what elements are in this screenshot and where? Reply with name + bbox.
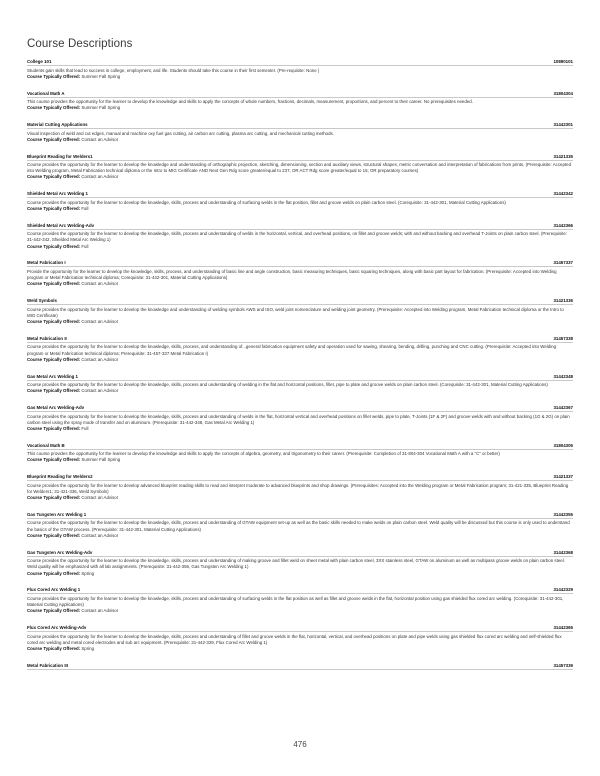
course-header	[27, 443, 573, 450]
course-description: Course provides the opportunity for the learner to develop advanced blueprint reading skills to read and interpret moderate to advanced blueprints and shop drawings. (Prerequisites: Accepted into the Welding program or Metal Fabrication program; 31-421-335, Blueprint Reading for Welders1; 31-421-336, Weld Symbols)	[27, 482, 569, 494]
course-header	[27, 298, 573, 305]
offered-label: Course Typically Offered:	[27, 608, 81, 614]
course-number: 31442367	[553, 405, 573, 411]
course-offered	[27, 74, 573, 80]
course-name: Gas Tungsten Arc Welding-Adv	[27, 549, 93, 555]
course-entry	[27, 474, 573, 501]
offered-label: Course Typically Offered:	[27, 105, 81, 111]
course-number: 31457337	[553, 260, 573, 266]
course-description: Course provides the opportunity for the learner to develop the knowledge, skills, process and understanding of welds in the horizontal, vertical, and overhead positions, on fillet and groove welds; with and without backing and overhead T-Joints on plain carbon steel. (Prerequisite: 31-442-342, Shielded Metal Arc Welding 1)	[27, 231, 568, 243]
course-name: Shielded Metal Arc Welding-Adv	[27, 222, 95, 228]
course-description: Course provides the opportunity for the learner to develop the knowledge, skills, process, and understanding of...general fabrication equipment safety and operation used for sawing, shearing, bending, drilling, punching and CNC cutting. (Prerequisite: Accepted into Welding program or Metal Fabrication technical diploma; Prerequisite: 31-457-337 Metal Fabrication I)	[27, 344, 557, 356]
course-offered	[27, 105, 573, 111]
course-name: Shielded Metal Arc Welding 1	[27, 191, 88, 197]
course-offered	[27, 137, 573, 143]
offered-label: Course Typically Offered:	[27, 495, 81, 501]
course-name: Blueprint Reading for Welders2	[27, 474, 93, 480]
course-header	[27, 191, 573, 198]
course-number: 31421336	[553, 298, 573, 304]
offered-value: Full	[81, 243, 89, 249]
offered-value: Contact an Advisor	[81, 356, 119, 362]
course-entry	[27, 191, 573, 212]
offered-value: Contact an Advisor	[81, 608, 119, 614]
course-number: 31421335	[553, 153, 573, 159]
course-header	[27, 663, 573, 670]
course-offered	[27, 426, 573, 432]
offered-value: Contact an Advisor	[81, 174, 119, 180]
offered-label: Course Typically Offered:	[27, 281, 81, 287]
offered-label: Course Typically Offered:	[27, 243, 81, 249]
course-header	[27, 474, 573, 481]
course-number: 31442365	[553, 625, 573, 631]
course-description: Students gain skills that lead to success in college, employment, and life. Students should take this course in their first semester. (Pre-requisite: None )	[27, 67, 320, 73]
course-number: 31804304	[553, 90, 573, 96]
course-name: Gas Metal Arc Welding-Adv	[27, 405, 85, 411]
course-offered	[27, 319, 573, 325]
course-offered	[27, 646, 573, 652]
course-name: Gas Tungsten Arc Welding 1	[27, 511, 87, 517]
course-name: Metal Fabrication I	[27, 260, 66, 266]
offered-value: Contact an Advisor	[81, 281, 119, 287]
course-offered	[27, 174, 573, 180]
course-description: Visual inspection of weld and cut edges, manual and machine oxy fuel gas cutting, air carbon arc cutting, plasma arc cutting, and mechanical cutting methods.	[27, 130, 334, 136]
offered-value: Contact an Advisor	[81, 319, 119, 325]
offered-value: Summer Fall Spring	[81, 105, 121, 111]
offered-value: Contact an Advisor	[81, 495, 119, 501]
offered-label: Course Typically Offered:	[27, 73, 81, 79]
course-entry	[27, 405, 573, 432]
offered-value: Contact an Advisor	[81, 136, 119, 142]
course-offered	[27, 608, 573, 614]
course-name: Metal Fabrication II	[27, 335, 67, 341]
course-number: 31421337	[553, 474, 573, 480]
course-header	[27, 550, 573, 557]
course-offered	[27, 244, 573, 250]
course-offered	[27, 457, 573, 463]
course-header	[27, 91, 573, 98]
course-header	[27, 374, 573, 381]
course-number: 31457339	[553, 662, 573, 668]
course-description: Course provides the opportunity for the learner to develop the knowledge, skills, process and understanding of welds in the flat, horizontal vertical and overhead positions on fillet welds, pipe to plate, T-Joints (1F & 2F) and groove welds with and without backing (1G & 2G) on plain carbon steel using the spray mode of transfer and on aluminum. (Prerequisite: 31-442-348, Gas Metal Arc Welding 1)	[27, 413, 570, 425]
offered-value: Fall	[81, 205, 89, 211]
course-entry	[27, 59, 573, 80]
course-description: Course provides the opportunity for the learner to develop the knowledge and understanding of welding symbols AWS and ISO, weld joint nomenclature and welding joint geometry. (Prerequisite: Accepted into Welding program, Metal Fabrication technical diploma or the Intro to MIG Certificate)	[27, 306, 564, 318]
course-offered	[27, 571, 573, 577]
offered-value: Spring	[81, 645, 95, 651]
course-number: 31442348	[553, 373, 573, 379]
course-entry	[27, 223, 573, 250]
offered-value: Full	[81, 425, 89, 431]
course-description: Course provides the opportunity for the learner to develop the knowledge, skills, process and understanding of making groove and fillet weld on sheet metal with plain carbon steel, 3XX stainless steel, GTAW on aluminum as well as multipass groove welds on plain carbon steel. Weld quality will be emphasized with all lab assignments. (Prerequisite: 31-442-355, Gas Tungsten Arc Welding 1)	[27, 558, 565, 570]
offered-label: Course Typically Offered:	[27, 388, 81, 394]
course-header	[27, 512, 573, 519]
course-number: 31442301	[553, 122, 573, 127]
offered-value: Spring	[81, 570, 95, 576]
offered-label: Course Typically Offered:	[27, 645, 81, 651]
offered-label: Course Typically Offered:	[27, 174, 81, 180]
course-number: 31457338	[553, 335, 573, 341]
course-name: Material Cutting Applications	[27, 122, 88, 127]
course-list	[27, 59, 573, 670]
course-entry	[27, 550, 573, 577]
course-name: Weld Symbols	[27, 298, 57, 304]
course-header	[27, 122, 573, 129]
course-header	[27, 336, 573, 343]
course-description: Course provides the opportunity for the learner to develop the knowledge, skills, process and understanding of surfacing welds in the flat position as well as fillet and groove welds in the flat, horizontal position using gas shielded flux cored arc welding. (Corequisite: 31-442-301, Material Cutting Applications)	[27, 595, 564, 608]
course-entry	[27, 91, 573, 112]
offered-label: Course Typically Offered:	[27, 319, 81, 325]
course-entry	[27, 512, 573, 539]
offered-label: Course Typically Offered:	[27, 425, 81, 431]
course-description: This course provides the opportunity for the learner to develop the knowledge and skills to apply the concepts of algebra, geometry, and trigonometry to their career. (Prerequisite: Completion of 31-804-304 Vocational Math A with a "C" or better)	[27, 451, 500, 457]
offered-label: Course Typically Offered:	[27, 205, 81, 211]
course-number: 31442368	[553, 549, 573, 555]
course-entry	[27, 154, 573, 181]
course-description: Course provides the opportunity for the learner to develop the knowledge and understanding of orthographic projection, sketching, dimensioning, section and auxiliary views, structural shapes, metric conversation and interpretation of fabrications from prints. (Prerequisite: Accepted into Welding program, Metal Fabrication technical diploma or the Intro to MIG Certificate AND Next Gen Rdg score greater/equal to 237, OR ACT Rdg score greater/equal to 15; OR preparatory courses)	[27, 162, 572, 174]
offered-value: Contact an Advisor	[81, 388, 119, 394]
catalog-page	[27, 38, 573, 680]
course-number: 31442329	[553, 587, 573, 593]
course-name: College 101	[27, 59, 52, 64]
course-offered	[27, 495, 573, 501]
course-entry	[27, 625, 573, 652]
offered-value: Summer Fall Spring	[81, 457, 121, 463]
course-name: Flux Cored Arc Welding 1	[27, 587, 81, 593]
course-entry	[27, 443, 573, 464]
page-title: Course Descriptions	[27, 38, 133, 50]
course-description: Course provides the opportunity for the learner to develop the knowledge, skills, process and understanding of GTAW equipment set-up as well as the basic skills needed to make welds on plain carbon steel. Weld quality will be discussed but this course is only used to understand the basics of the GTAW process. (Prerequisite: 31-442-301, Material Cutting Applications)	[27, 520, 570, 532]
course-offered	[27, 533, 573, 539]
course-name: Flux Cored Arc Welding-Adv	[27, 625, 87, 631]
course-entry	[27, 663, 573, 670]
offered-label: Course Typically Offered:	[27, 457, 81, 463]
course-name: Vocational Math B	[27, 442, 65, 448]
course-offered	[27, 206, 573, 212]
course-description: This course provides the opportunity for the learner to develop the knowledge and skills to apply the concepts of whole numbers, fractions, decimals, measurement, proportions, and percent to their career. No prerequisites needed.	[27, 99, 473, 104]
course-description: Provide the opportunity for the learner to develop the knowledge, skills, process, and understanding of basic line and angle construction, basic measuring techniques, basic squaring techniques, along with basic part layout for fabrication. (Prerequisite: Accepted into Welding program or Metal Fabrication technical diploma; Corequisite: 31-442-301, Material Cutting Applications)	[27, 268, 557, 281]
course-entry	[27, 260, 573, 287]
course-header	[27, 59, 573, 66]
course-description: Course provides the opportunity for the learner to develop the knowledge, skills, process and understanding of welding in the flat and horizontal positions, fillet, pipe to plate and groove welds on plain carbon steel. (Corequisite: 31-442-301, Material Cutting Applications)	[27, 382, 548, 388]
page-number: 476	[293, 740, 307, 749]
offered-value: Summer Fall Spring	[81, 73, 121, 79]
offered-label: Course Typically Offered:	[27, 136, 81, 142]
course-entry	[27, 374, 573, 395]
course-name: Gas Metal Arc Welding 1	[27, 373, 78, 379]
course-number: 10890101	[553, 59, 573, 64]
offered-label: Course Typically Offered:	[27, 570, 81, 576]
course-header	[27, 154, 573, 161]
course-number: 31442366	[553, 222, 573, 228]
course-number: 31442355	[553, 511, 573, 517]
course-header	[27, 405, 573, 412]
offered-label: Course Typically Offered:	[27, 356, 81, 362]
course-header	[27, 587, 573, 594]
course-offered	[27, 388, 573, 394]
course-header	[27, 223, 573, 230]
course-entry	[27, 587, 573, 614]
course-entry	[27, 298, 573, 325]
course-entry	[27, 122, 573, 143]
course-number: 31442342	[553, 191, 573, 197]
course-header	[27, 260, 573, 267]
course-entry	[27, 336, 573, 363]
course-description: Course provides the opportunity for the learner to develop the knowledge, skills, process and understanding of surfacing welds in the flat position, fillet and groove welds on plain carbon steel. (Corequisite: 31-442-301, Material Cutting Applications)	[27, 199, 506, 205]
offered-label: Course Typically Offered:	[27, 532, 81, 538]
course-name: Vocational Math A	[27, 90, 65, 96]
course-name: Metal Fabrication III	[27, 662, 68, 668]
course-offered	[27, 357, 573, 363]
course-offered	[27, 281, 573, 287]
offered-value: Contact an Advisor	[81, 532, 119, 538]
course-header	[27, 625, 573, 632]
course-name: Blueprint Reading for Welders1	[27, 153, 93, 159]
course-description: Course provides the opportunity for the learner to develop the knowledge, skills, process and understanding of fillet and groove welds in the flat, horizontal, vertical, and overhead positions on plate and pipe welds using gas shielded flux cored arc welding and self-shielded flux cored arc welding and metal cored electrodes and sub arc equipment. (Prerequisite: 31-442-329, Flux Cored Arc Welding 1)	[27, 633, 562, 645]
course-number: 31804305	[553, 442, 573, 448]
